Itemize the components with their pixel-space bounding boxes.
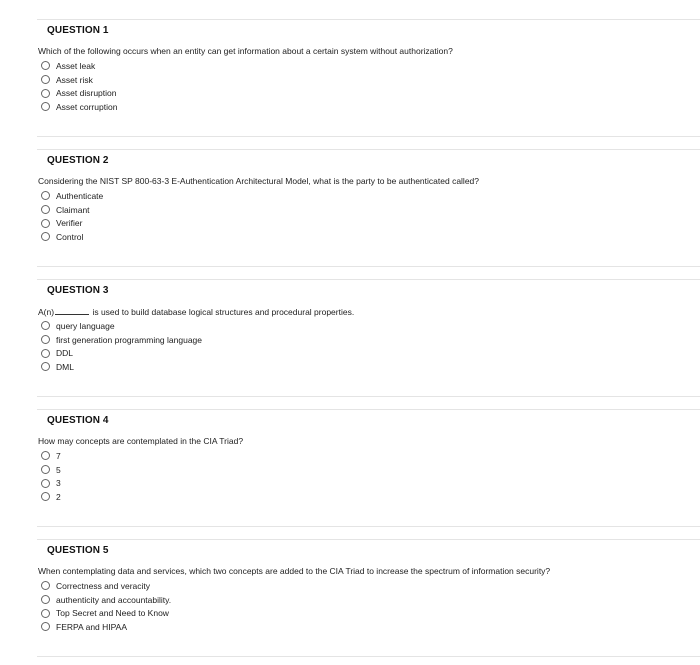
option-label: 5 [56, 464, 61, 475]
divider [37, 396, 700, 397]
divider [37, 526, 700, 527]
option-label: Asset corruption [56, 101, 118, 112]
answer-option[interactable] [41, 203, 103, 217]
answer-option[interactable] [41, 593, 171, 607]
answer-option[interactable] [41, 216, 103, 230]
divider [37, 136, 700, 137]
question-3 [0, 279, 700, 397]
radio-button[interactable] [41, 102, 50, 111]
question-2 [0, 149, 700, 267]
option-label: 3 [56, 478, 61, 489]
answer-option[interactable] [41, 606, 171, 620]
fill-in-blank [55, 306, 89, 315]
radio-button[interactable] [41, 479, 50, 488]
answer-option[interactable] [41, 490, 61, 504]
question-text: Which of the following occurs when an entity can get information about a certain system without authorization? [38, 46, 453, 56]
answer-option[interactable] [41, 189, 103, 203]
radio-button[interactable] [41, 321, 50, 330]
option-label: query language [56, 320, 115, 331]
option-label: Claimant [56, 204, 90, 215]
radio-button[interactable] [41, 595, 50, 604]
radio-button[interactable] [41, 609, 50, 618]
question-text-before: A(n) [38, 307, 55, 317]
question-title: QUESTION 3 [47, 285, 109, 296]
option-label: Control [56, 231, 84, 242]
option-label: 2 [56, 491, 61, 502]
question-text: When contemplating data and services, which two concepts are added to the CIA Triad to increase the spectrum of information security? [38, 566, 551, 576]
question-text [38, 306, 354, 317]
answer-option[interactable] [41, 73, 117, 87]
radio-button[interactable] [41, 362, 50, 371]
divider [37, 409, 700, 410]
question-title: QUESTION 2 [47, 155, 109, 166]
answer-options [41, 319, 202, 374]
divider [37, 149, 700, 150]
option-label: Authenticate [56, 190, 104, 201]
divider [37, 539, 700, 540]
answer-option[interactable] [41, 449, 61, 463]
divider [37, 266, 700, 267]
question-title: QUESTION 5 [47, 545, 109, 556]
divider [37, 279, 700, 280]
radio-button[interactable] [41, 232, 50, 241]
question-text: How may concepts are contemplated in the CIA Triad? [38, 436, 244, 446]
radio-button[interactable] [41, 205, 50, 214]
question-title: QUESTION 4 [47, 415, 109, 426]
radio-button[interactable] [41, 465, 50, 474]
radio-button[interactable] [41, 191, 50, 200]
answer-options [41, 579, 171, 634]
question-5 [0, 539, 700, 657]
divider [37, 656, 700, 657]
radio-button[interactable] [41, 75, 50, 84]
answer-option[interactable] [41, 476, 61, 490]
option-label: Asset disruption [56, 88, 117, 99]
answer-option[interactable] [41, 360, 202, 374]
option-label: Top Secret and Need to Know [56, 608, 169, 619]
question-text-after: is used to build database logical structures and procedural properties. [92, 307, 355, 317]
answer-options [41, 189, 103, 244]
answer-option[interactable] [41, 333, 202, 347]
answer-option[interactable] [41, 59, 117, 73]
question-4 [0, 409, 700, 527]
answer-option[interactable] [41, 620, 171, 634]
radio-button[interactable] [41, 89, 50, 98]
option-label: DDL [56, 348, 74, 359]
answer-option[interactable] [41, 463, 61, 477]
radio-button[interactable] [41, 349, 50, 358]
option-label: Asset risk [56, 74, 93, 85]
radio-button[interactable] [41, 219, 50, 228]
answer-option[interactable] [41, 579, 171, 593]
radio-button[interactable] [41, 335, 50, 344]
option-label: DML [56, 361, 74, 372]
answer-option[interactable] [41, 230, 103, 244]
radio-button[interactable] [41, 492, 50, 501]
question-title: QUESTION 1 [47, 25, 109, 36]
option-label: first generation programming language [56, 334, 203, 345]
radio-button[interactable] [41, 451, 50, 460]
radio-button[interactable] [41, 622, 50, 631]
answer-option[interactable] [41, 319, 202, 333]
question-1 [0, 19, 700, 137]
option-label: Asset leak [56, 60, 96, 71]
option-label: FERPA and HIPAA [56, 621, 128, 632]
radio-button[interactable] [41, 61, 50, 70]
option-label: authenticity and accountability. [56, 594, 172, 605]
option-label: Correctness and veracity [56, 580, 151, 591]
answer-option[interactable] [41, 86, 117, 100]
answer-option[interactable] [41, 100, 117, 114]
answer-option[interactable] [41, 346, 202, 360]
answer-options [41, 449, 61, 504]
answer-options [41, 59, 117, 114]
option-label: Verifier [56, 218, 83, 229]
question-text: Considering the NIST SP 800-63-3 E-Authentication Architectural Model, what is the party to be authenticated called? [38, 176, 479, 186]
divider [37, 19, 700, 20]
option-label: 7 [56, 450, 61, 461]
radio-button[interactable] [41, 581, 50, 590]
